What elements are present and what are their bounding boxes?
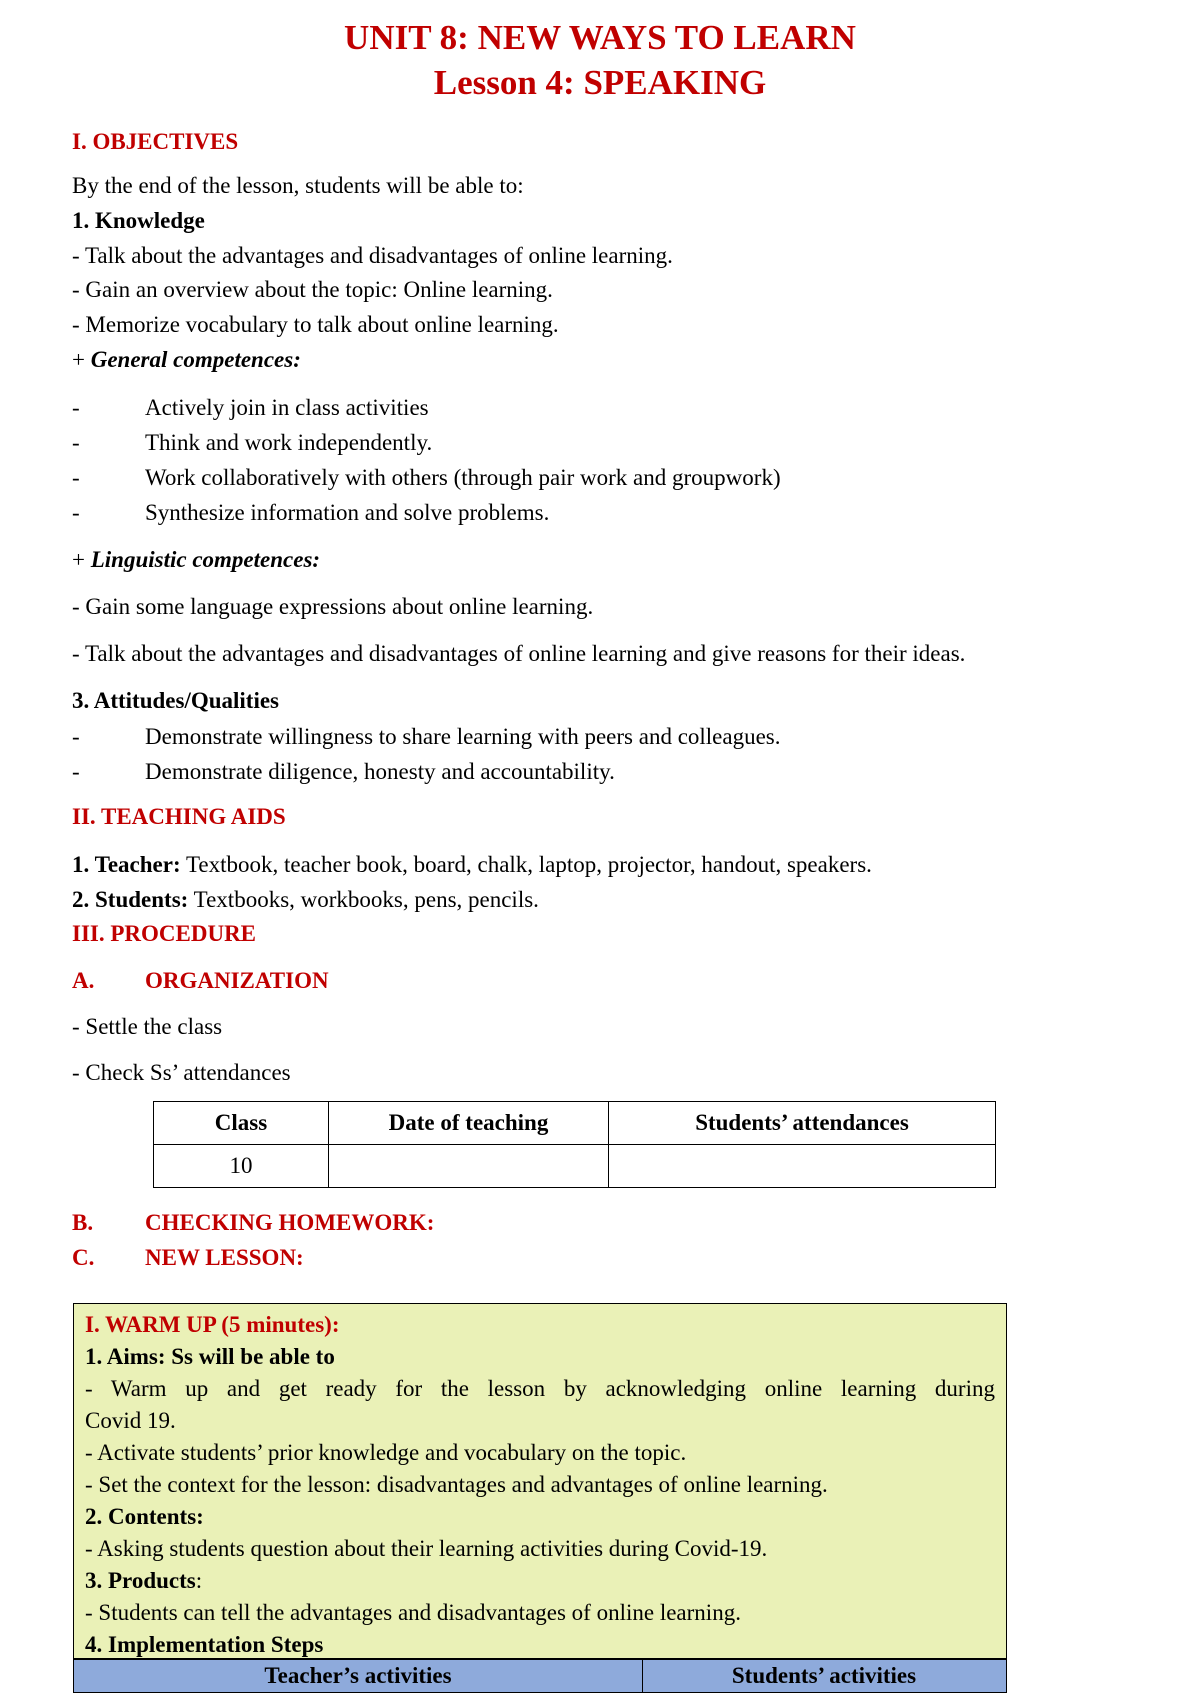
students-aids-text: Textbooks, workbooks, pens, pencils. [188, 887, 539, 912]
linguistic-competences-label: Linguistic competences: [90, 547, 321, 572]
general-item: Think and work independently. [145, 430, 433, 455]
knowledge-heading: 1. Knowledge [72, 208, 205, 233]
attitudes-heading: 3. Attitudes/Qualities [72, 688, 280, 713]
bullet-dash: - [72, 759, 80, 784]
organization-item: - Check Ss’ attendances [72, 1060, 291, 1085]
contents-item: - Asking students question about their learning activities during Covid-19. [85, 1536, 768, 1561]
table-cell [329, 1145, 609, 1188]
implementation-steps-heading: 4. Implementation Steps [85, 1632, 324, 1657]
attitudes-item: Demonstrate diligence, honesty and accountability. [145, 759, 615, 784]
activities-table-header [73, 1659, 1007, 1693]
general-item: Synthesize information and solve problems. [145, 500, 550, 525]
heading-prefix: + [72, 547, 91, 572]
table-header-cell: Class [154, 1102, 329, 1145]
linguistic-item: - Gain some language expressions about online learning. [72, 594, 594, 619]
heading-prefix: + [72, 347, 91, 372]
students-label: 2. Students: [72, 887, 189, 912]
teacher-activities-header: Teacher’s activities [74, 1660, 643, 1692]
bullet-dash: - [72, 465, 80, 490]
bullet-dash: - [72, 430, 80, 455]
checking-homework-heading: CHECKING HOMEWORK: [145, 1210, 435, 1235]
products-heading-line [85, 1569, 202, 1592]
general-item: Actively join in class activities [145, 395, 429, 420]
products-heading: 3. Products [85, 1568, 196, 1593]
contents-heading: 2. Contents: [85, 1504, 204, 1529]
section-letter-c: C. [72, 1245, 95, 1270]
table-row [154, 1145, 996, 1188]
aims-item: - Activate students’ prior knowledge and vocabulary on the topic. [85, 1440, 687, 1465]
aims-item-continued: Covid 19. [85, 1408, 176, 1433]
teacher-aids-text: Textbook, teacher book, board, chalk, laptop, projector, handout, speakers. [180, 852, 872, 877]
linguistic-competences-heading [72, 548, 320, 571]
students-activities-header: Students’ activities [731, 1663, 917, 1688]
procedure-heading: III. PROCEDURE [72, 921, 257, 946]
unit-title: UNIT 8: NEW WAYS TO LEARN [344, 18, 856, 57]
warm-up-box [73, 1303, 1007, 1659]
objectives-heading: I. OBJECTIVES [72, 129, 239, 154]
warm-up-heading: I. WARM UP (5 minutes): [85, 1312, 340, 1337]
lesson-title: Lesson 4: SPEAKING [433, 63, 767, 102]
section-letter-a: A. [72, 968, 95, 993]
aims-heading: 1. Aims: Ss will be able to [85, 1344, 335, 1369]
attitudes-item: Demonstrate willingness to share learning with peers and colleagues. [145, 724, 781, 749]
knowledge-item: - Memorize vocabulary to talk about online learning. [72, 312, 559, 337]
table-header-row [154, 1102, 996, 1145]
table-cell: 10 [154, 1145, 329, 1188]
new-lesson-heading: NEW LESSON: [145, 1245, 304, 1270]
students-aids [72, 888, 539, 911]
knowledge-item: - Gain an overview about the topic: Online learning. [72, 277, 553, 302]
products-item: - Students can tell the advantages and disadvantages of online learning. [85, 1600, 741, 1625]
aims-item: - Warm up and get ready for the lesson by acknowledging online learning during [85, 1376, 995, 1401]
teaching-aids-heading: II. TEACHING AIDS [72, 804, 286, 829]
general-competences-heading [72, 348, 301, 371]
linguistic-item: - Talk about the advantages and disadvantages of online learning and give reasons for their ideas. [72, 641, 966, 666]
bullet-dash: - [72, 724, 80, 749]
bullet-dash: - [72, 500, 80, 525]
products-colon: : [195, 1568, 203, 1593]
knowledge-item: - Talk about the advantages and disadvantages of online learning. [72, 243, 673, 268]
bullet-dash: - [72, 395, 80, 420]
organization-heading: ORGANIZATION [145, 968, 329, 993]
teacher-aids [72, 853, 872, 876]
table-header-cell: Students’ attendances [609, 1102, 996, 1145]
objectives-intro: By the end of the lesson, students will be able to: [72, 173, 524, 198]
attendance-table [153, 1101, 996, 1188]
table-cell [609, 1145, 996, 1188]
general-competences-label: General competences: [90, 347, 301, 372]
organization-item: - Settle the class [72, 1014, 223, 1039]
table-header-cell: Date of teaching [329, 1102, 609, 1145]
teacher-label: 1. Teacher: [72, 852, 181, 877]
general-item: Work collaboratively with others (through pair work and groupwork) [145, 465, 781, 490]
aims-item: - Set the context for the lesson: disadvantages and advantages of online learning. [85, 1472, 828, 1497]
section-letter-b: B. [72, 1210, 94, 1235]
